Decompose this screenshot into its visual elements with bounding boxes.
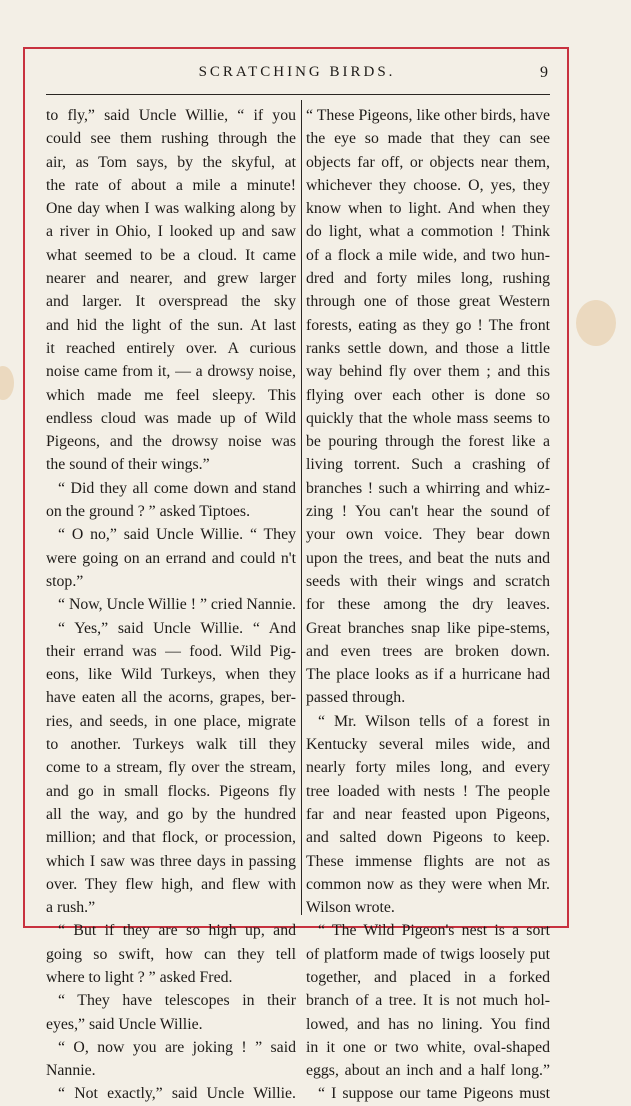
text-line: common now as they were when Mr. (306, 875, 550, 893)
text-line: come to a stream, fly over the stream, (46, 759, 296, 777)
right-text-column (306, 104, 550, 1103)
text-line: over. They flew high, and flew with (46, 875, 296, 893)
text-line: and hid the light of the sun. At last (46, 316, 296, 334)
text-line: branches ! such a whirring and whiz- (306, 479, 550, 497)
text-line: “ O no,” said Uncle Willie. “ They (58, 526, 296, 544)
text-line: seeds with their wings and scratch (306, 572, 550, 590)
text-line: know when to light. And when they (306, 200, 550, 218)
text-line: a river in Ohio, I looked up and saw (46, 223, 296, 241)
text-line: “ O, now you are joking ! ” said (58, 1038, 296, 1056)
text-line: Wilson wrote. (306, 899, 395, 917)
text-line: way behind fly over them ; and this (306, 363, 550, 381)
text-line: to fly,” said Uncle Willie, “ if you (46, 107, 296, 124)
text-line: Nannie. (46, 1062, 96, 1080)
text-line: of platform made of twigs loosely put (306, 945, 550, 963)
text-line: living torrent. Such a crashing of (306, 456, 550, 474)
header-rule (46, 94, 550, 95)
text-line: lowed, and has no lining. You find (306, 1015, 550, 1033)
text-line: and salted down Pigeons to keep. (306, 829, 550, 847)
text-line: branch of a tree. It is not much hol- (306, 992, 550, 1010)
text-line: “ But if they are so high up, and (58, 922, 296, 940)
page-header (46, 64, 548, 88)
text-line: “ They have telescopes in their (58, 992, 296, 1010)
text-line: forests, eating as they go ! The front (306, 316, 550, 334)
text-line: a rush.” (46, 899, 96, 917)
text-line: have eaten all the acorns, grapes, ber- (46, 689, 296, 707)
text-line: the rate of about a mile a minute! (46, 176, 296, 194)
text-line: what seemed to be a cloud. It came (46, 246, 296, 264)
text-line: of a flock a mile wide, and two hun- (306, 246, 550, 264)
text-line: your own voice. They bear down (306, 526, 550, 544)
paper-stain (576, 300, 616, 346)
text-line: far and near feasted upon Pigeons, (306, 805, 550, 823)
text-line: The place looks as if a hurricane had (306, 666, 550, 684)
text-line: it reached entirely over. A curious (46, 339, 296, 357)
page-number: 9 (540, 64, 548, 81)
text-line: “ I suppose our tame Pigeons must (318, 1085, 550, 1103)
text-line: “ Yes,” said Uncle Willie. “ And (58, 619, 296, 637)
left-text-column (46, 104, 296, 1103)
paper-stain (0, 366, 14, 400)
text-line: tree loaded with nests ! The people (306, 782, 550, 800)
text-line: air, as Tom says, by the skyful, at (46, 153, 296, 171)
text-line: quickly that the whole mass seems to (306, 409, 550, 427)
text-line: eyes,” said Uncle Willie. (46, 1015, 203, 1033)
text-line: eons, like Wild Turkeys, when they (46, 666, 296, 684)
text-line: their errand was — food. Wild Pig- (46, 642, 296, 660)
text-line: could see them rushing through the (46, 130, 296, 148)
text-line: the eye so made that they can see (306, 130, 550, 148)
text-line: nearly forty miles long, and every (306, 759, 550, 777)
text-line: endless cloud was made up of Wild (46, 409, 296, 427)
text-line: which made me feel sleepy. This (46, 386, 296, 404)
text-line: “ Did they all come down and stand (58, 479, 296, 497)
text-line: Kentucky several miles wide, and (306, 736, 550, 754)
text-line: noise came from it, — a drowsy noise, (46, 363, 296, 381)
text-line: and go in small flocks. Pigeons fly (46, 782, 296, 800)
text-line: going so swift, how can they tell (46, 945, 296, 963)
text-line: “ Not exactly,” said Uncle Willie. (58, 1085, 296, 1103)
text-line: ranks settle down, and those a little (306, 339, 550, 357)
text-line: be pouring through the forest like a (306, 433, 550, 451)
text-line: dred and forty miles long, rushing (306, 270, 550, 288)
text-line: and even trees are broken down. (306, 642, 550, 660)
column-divider (301, 100, 302, 915)
text-line: were going on an errand and could n't (46, 549, 296, 567)
text-line: to another. Turkeys walk till they (46, 736, 296, 754)
text-line: all the way, and go by the hundred (46, 805, 296, 823)
text-line: flying over each other is done so (306, 386, 550, 404)
text-line: passed through. (306, 689, 406, 707)
text-line: ries, and seeds, in one place, migrate (46, 712, 296, 730)
text-line: and larger. It overspread the sky (46, 293, 296, 311)
text-line: million; and that flock, or procession, (46, 829, 296, 847)
text-line: through one of those great Western (306, 293, 550, 311)
text-line: the sound of their wings.” (46, 456, 210, 474)
text-line: One day when I was walking along by (46, 200, 296, 218)
text-line: “ Mr. Wilson tells of a forest in (318, 712, 550, 730)
text-line: together, and placed in a forked (306, 968, 550, 986)
text-line: Great branches snap like pipe-stems, (306, 619, 550, 637)
text-line: on the ground ? ” asked Tiptoes. (46, 503, 251, 521)
text-line: which I saw was three days in passing (46, 852, 296, 870)
running-title: SCRATCHING BIRDS. (198, 64, 396, 80)
text-line: stop.” (46, 572, 84, 590)
text-line: “ These Pigeons, like other birds, have (306, 107, 550, 124)
text-line: nearer and nearer, and grew larger (46, 270, 296, 288)
text-line: Pigeons, and the drowsy noise was (46, 433, 296, 451)
text-line: upon the trees, and beat the nuts and (306, 549, 550, 567)
text-line: in it one or two white, oval-shaped (306, 1038, 550, 1056)
text-line: “ Now, Uncle Willie ! ” cried Nannie. (58, 596, 296, 614)
text-line: eggs, about an inch and a half long.” (306, 1062, 550, 1080)
text-line: objects far off, or objects near them, (306, 153, 550, 171)
text-line: whichever they choose. O, yes, they (306, 176, 550, 194)
text-line: where to light ? ” asked Fred. (46, 968, 233, 986)
text-line: for these among the dry leaves. (306, 596, 550, 614)
text-line: zing ! You can't hear the sound of (306, 503, 550, 521)
text-line: These immense flights are not as (306, 852, 550, 870)
text-line: do light, what a commotion ! Think (306, 223, 550, 241)
text-line: “ The Wild Pigeon's nest is a sort (318, 922, 550, 940)
